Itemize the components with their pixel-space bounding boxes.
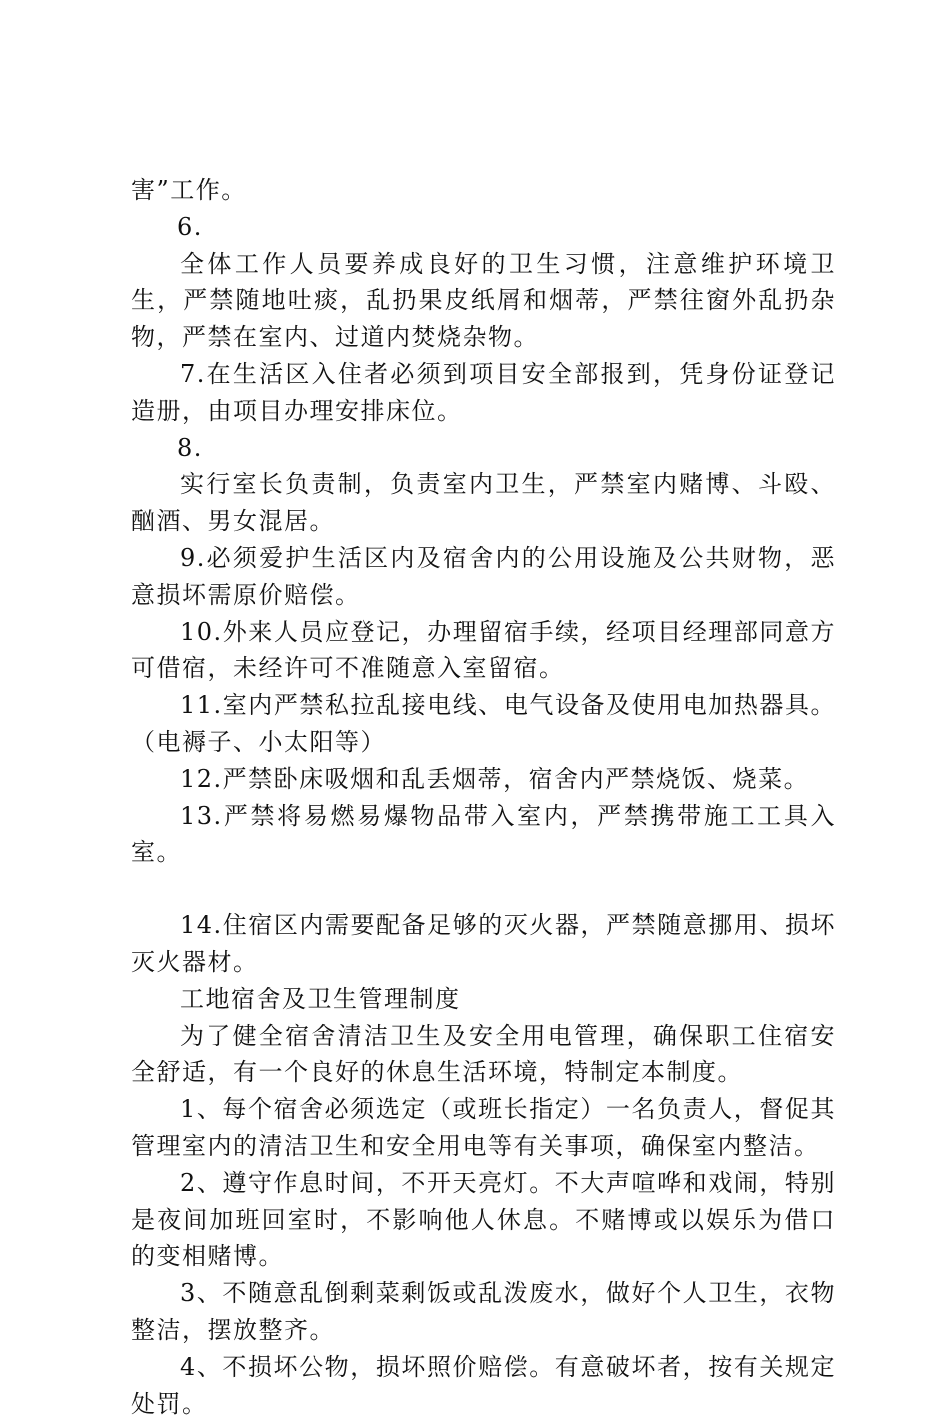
paragraph-rule-2: 2、遵守作息时间，不开天亮灯。不大声喧哗和戏闹，特别是夜间加班回室时，不影响他人休息。不赌博或以娱乐为借口的变相赌博。 (131, 1168, 836, 1271)
paragraph-item-7: 7.在生活区入住者必须到项目安全部报到，凭身份证登记造册，由项目办理安排床位。 (131, 359, 836, 425)
document-body (131, 172, 836, 1422)
item-number-6: 6. (177, 212, 203, 241)
paragraph-item-10: 10.外来人员应登记，办理留宿手续，经项目经理部同意方可借宿，未经许可不准随意入室留宿。 (131, 617, 836, 683)
paragraph-rule-1: 1、每个宿舍必须选定（或班长指定）一名负责人，督促其管理室内的清洁卫生和安全用电等有关事项，确保室内整洁。 (131, 1095, 836, 1160)
paragraph-rule-4: 4、不损坏公物，损坏照价赔偿。有意破坏者，按有关规定处罚。 (131, 1352, 836, 1418)
paragraph-item-9: 9.必须爱护生活区内及宿舍内的公用设施及公共财物，恶意损坏需原价赔偿。 (131, 543, 836, 609)
paragraph-continuation: 害”工作。 (131, 176, 247, 204)
item-number-8: 8. (177, 433, 203, 462)
paragraph-item-12: 12.严禁卧床吸烟和乱丢烟蒂，宿舍内严禁烧饭、烧菜。 (180, 764, 810, 793)
paragraph-item-11: 11.室内严禁私拉乱接电线、电气设备及使用电加热器具。（电褥子、小太阳等） (131, 691, 836, 756)
paragraph-spacer (131, 871, 836, 907)
paragraph-item-8: 实行室长负责制，负责室内卫生，严禁室内赌博、斗殴、酗酒、男女混居。 (131, 470, 836, 536)
paragraph-item-6: 全体工作人员要养成良好的卫生习惯，注意维护环境卫生，严禁随地吐痰，乱扔果皮纸屑和烟蒂，严禁往窗外乱扔杂物，严禁在室内、过道内焚烧杂物。 (131, 249, 836, 352)
paragraph-intro: 为了健全宿舍清洁卫生及安全用电管理，确保职工住宿安全舒适，有一个良好的休息生活环境，特制定本制度。 (131, 1021, 836, 1087)
paragraph-item-13: 13.严禁将易燃易爆物品带入室内，严禁携带施工工具入室。 (131, 801, 836, 867)
section-heading: 工地宿舍及卫生管理制度 (180, 984, 461, 1013)
paragraph-rule-3: 3、不随意乱倒剩菜剩饭或乱泼废水，做好个人卫生，衣物整洁，摆放整齐。 (131, 1279, 836, 1344)
paragraph-item-14: 14.住宿区内需要配备足够的灭火器，严禁随意挪用、损坏灭火器材。 (131, 911, 836, 976)
